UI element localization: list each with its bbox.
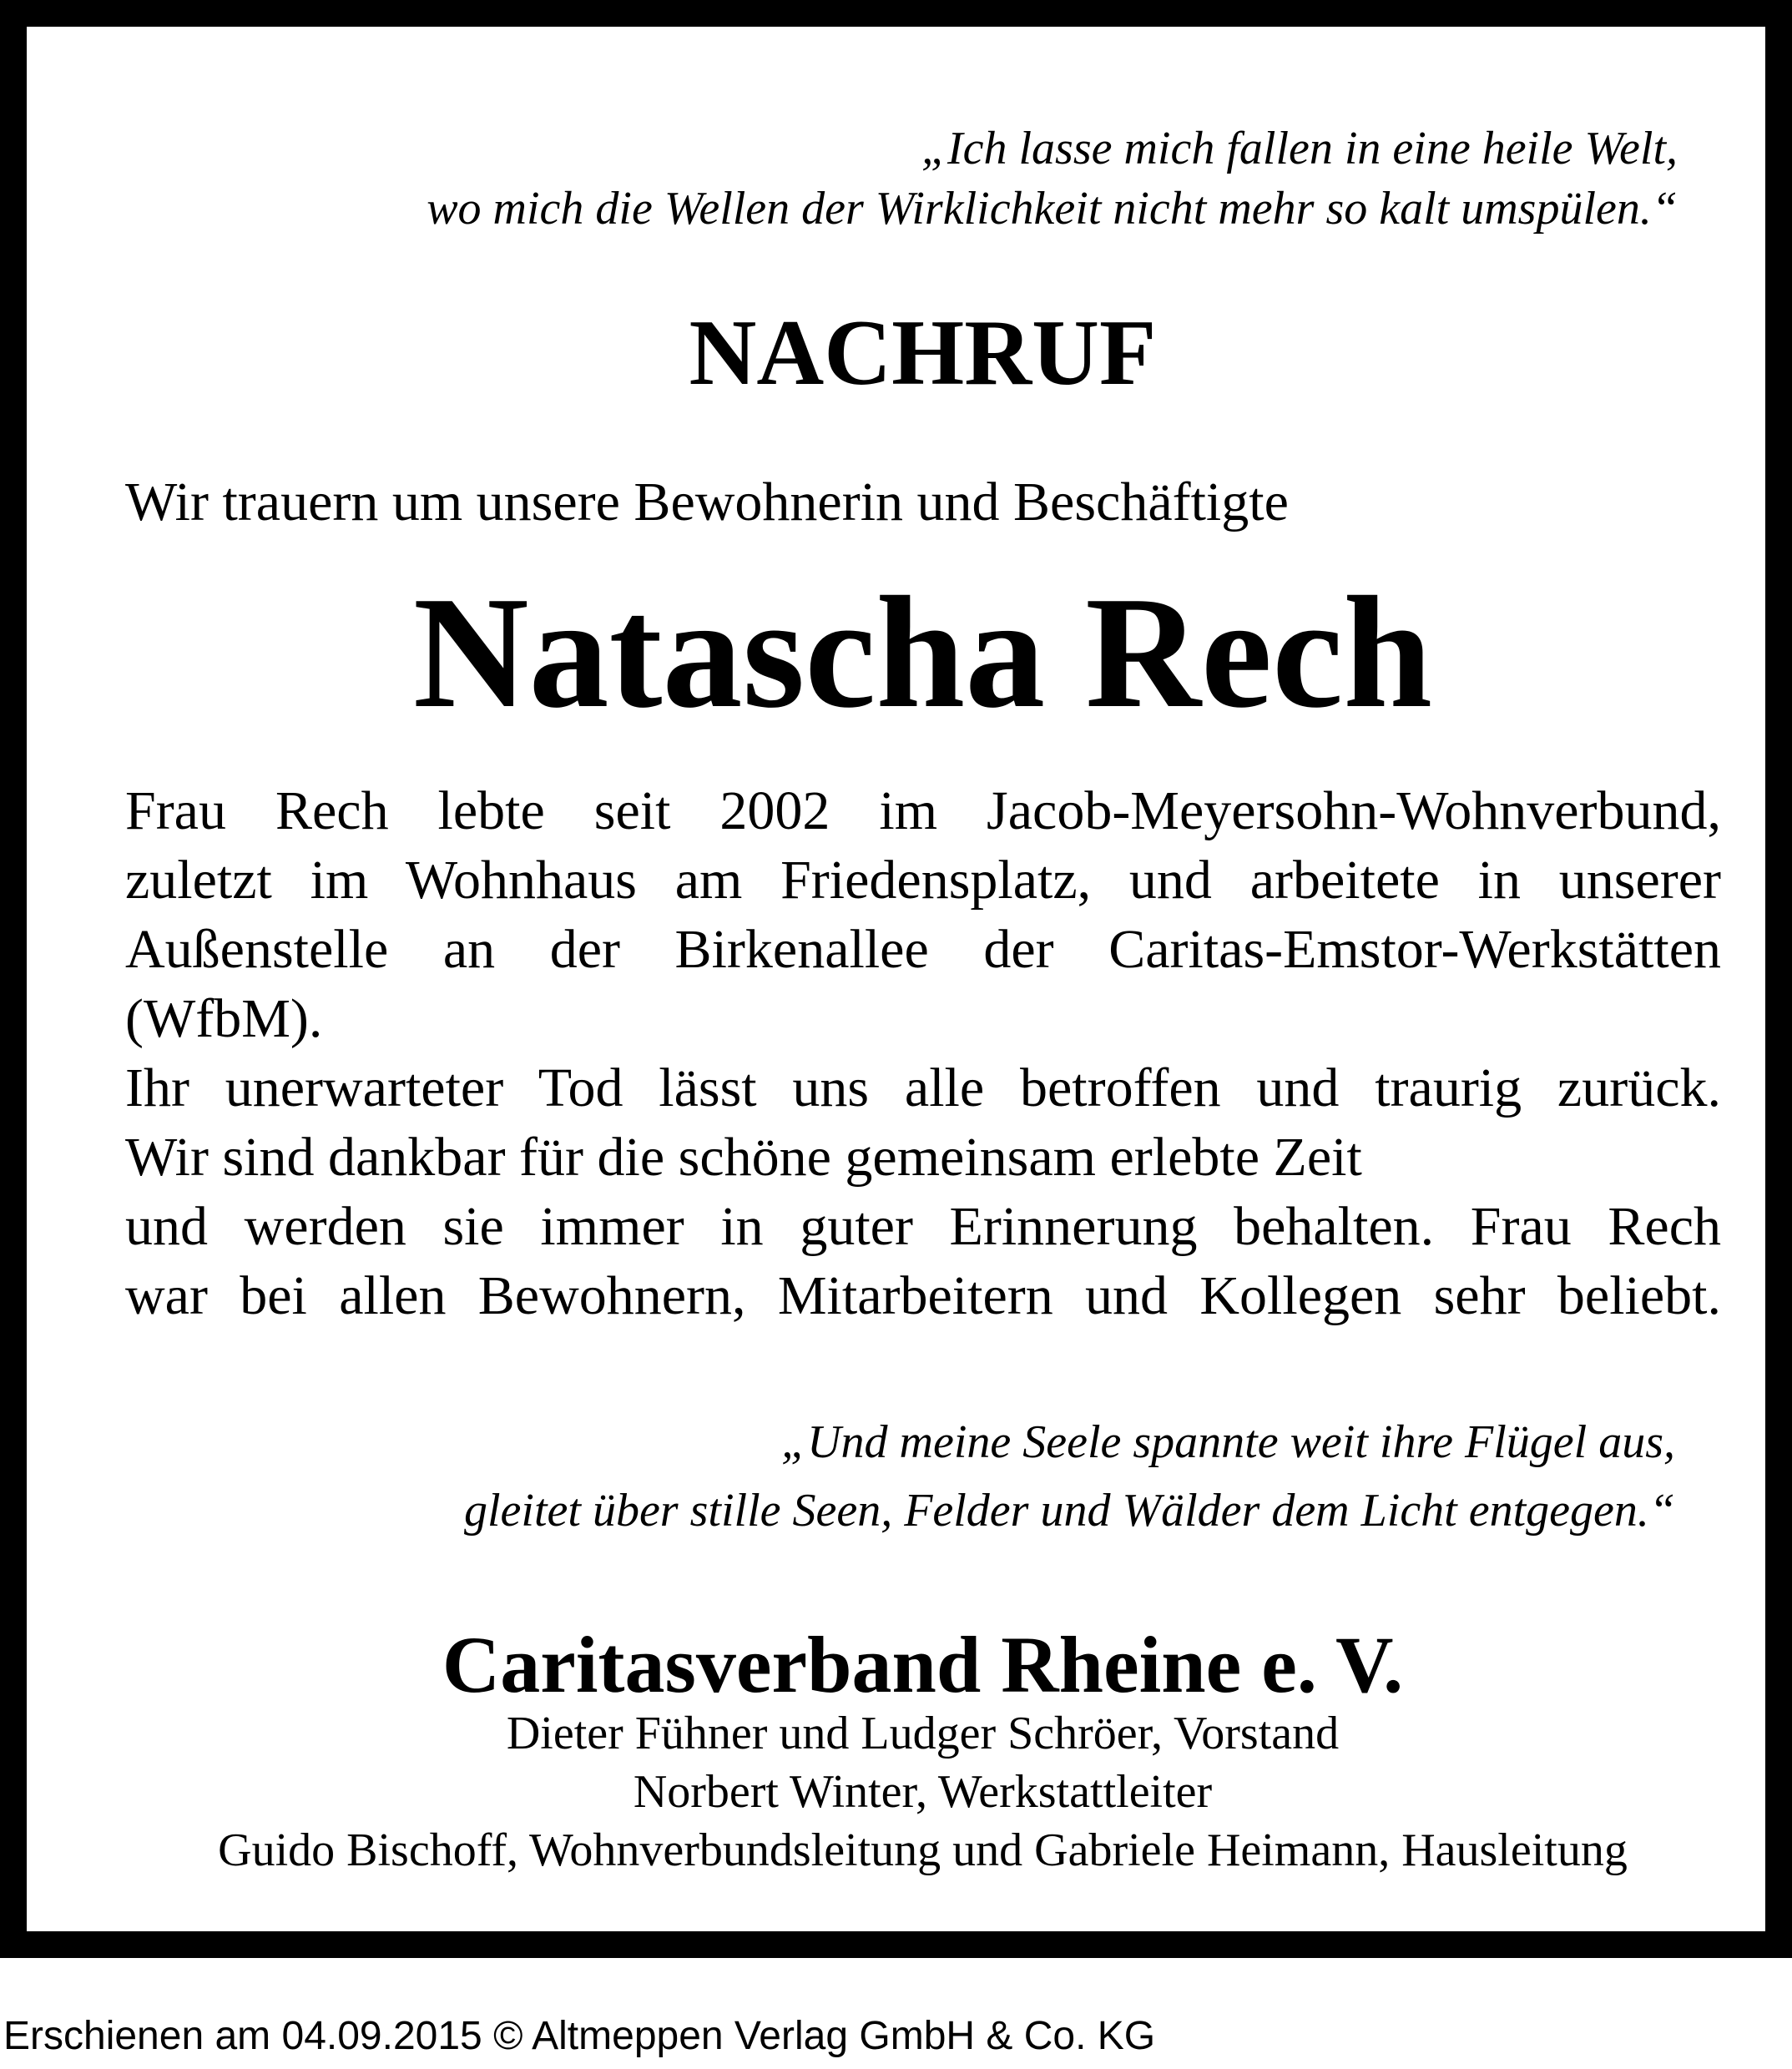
body-line: zuletzt im Wohnhaus am Friedensplatz, und arbeitete in unserer	[125, 850, 1721, 911]
body-line: und werden sie immer in guter Erinnerung behalten. Frau Rech	[125, 1196, 1721, 1257]
body-line: Außenstelle an der Birkenallee der Caritas-Emstor-Werkstätten	[125, 919, 1721, 980]
closing-quote	[464, 1408, 1675, 1545]
body-line: war bei allen Bewohnern, Mitarbeitern und Kollegen sehr beliebt.	[125, 1265, 1721, 1326]
deceased-name: Natascha Rech	[412, 563, 1433, 741]
obituary-body	[125, 776, 1721, 1330]
intro-text: Wir trauern um unsere Bewohnerin und Beschäftigte	[125, 472, 1289, 532]
closing-quote-line: gleitet über stille Seen, Felder und Wälder dem Licht entgegen.“	[464, 1485, 1675, 1537]
publication-footer: Erschienen am 04.09.2015 © Altmeppen Verlag GmbH & Co. KG	[3, 2014, 1156, 2058]
signatory-line: Guido Bischoff, Wohnverbundsleitung und Gabriele Heimann, Hausleitung	[218, 1824, 1628, 1876]
signatory-line: Dieter Fühner und Ludger Schröer, Vorstand	[506, 1708, 1340, 1759]
body-line: (WfbM).	[125, 988, 323, 1049]
opening-quote-line: „Ich lasse mich fallen in eine heile Welt,	[921, 123, 1678, 174]
closing-quote-line: „Und meine Seele spannte weit ihre Flügel aus,	[780, 1416, 1675, 1468]
signatory-line: Norbert Winter, Werkstattleiter	[633, 1766, 1213, 1818]
body-line: Ihr unerwarteter Tod lässt uns alle betroffen und traurig zurück.	[125, 1057, 1721, 1118]
obituary-heading: NACHRUF	[689, 301, 1157, 405]
opening-quote-line: wo mich die Wellen der Wirklichkeit nicht mehr so kalt umspülen.“	[427, 183, 1678, 235]
body-line: Wir sind dankbar für die schöne gemeinsam erlebte Zeit	[125, 1127, 1362, 1188]
signatories	[27, 1704, 1792, 1880]
opening-quote	[427, 119, 1678, 239]
organization-name: Caritasverband Rheine e. V.	[442, 1620, 1404, 1709]
body-line: Frau Rech lebte seit 2002 im Jacob-Meyersohn-Wohnverbund,	[125, 780, 1721, 841]
